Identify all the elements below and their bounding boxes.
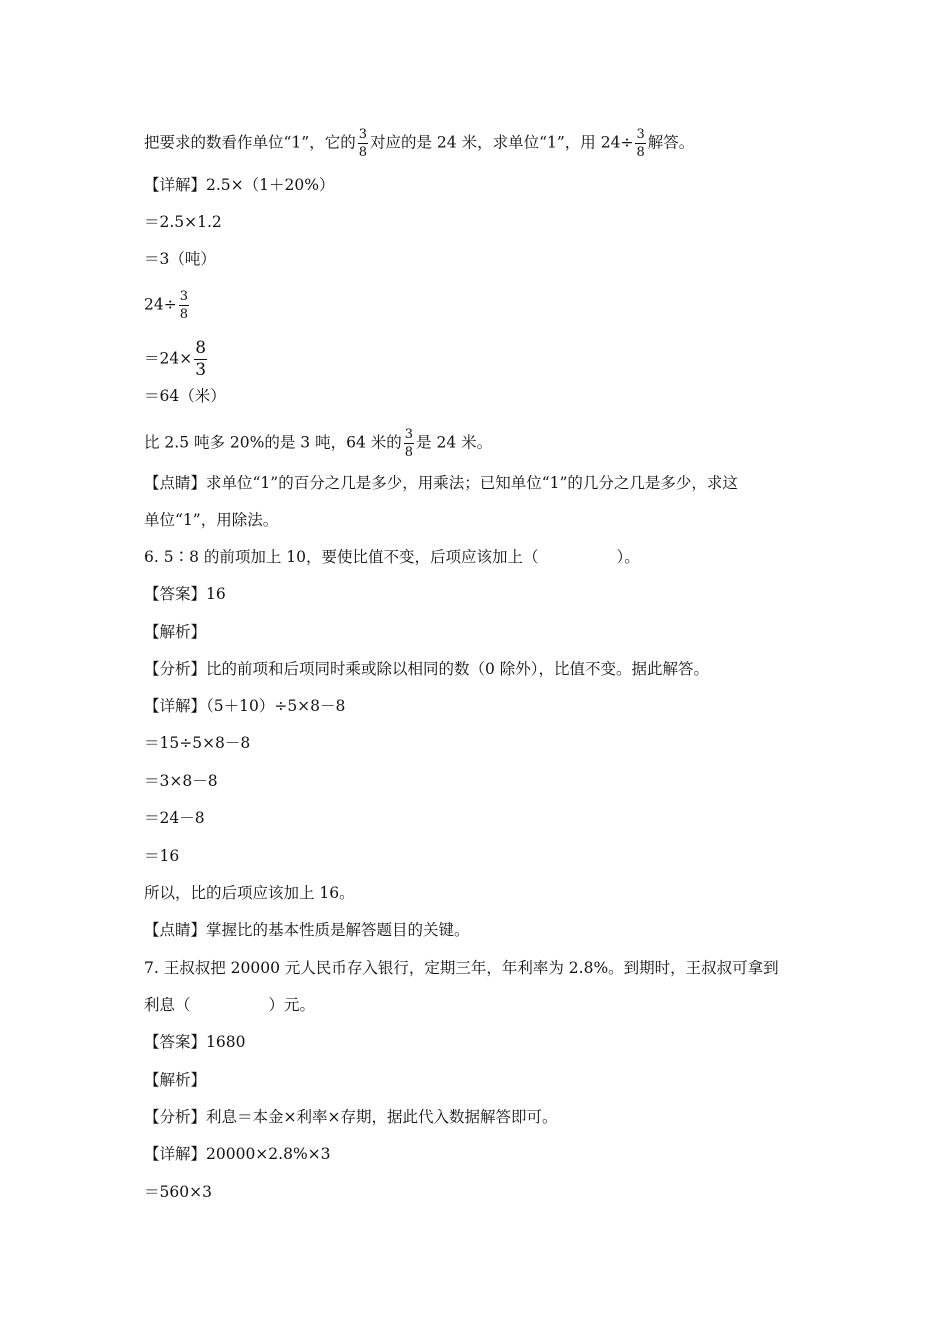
text: 对应的是 24 米，求单位“1”，用 24÷	[370, 133, 634, 152]
fraction	[194, 340, 207, 379]
text-line: ＝64（米）	[144, 387, 226, 405]
text-line: 【解析】	[144, 1071, 207, 1089]
fraction	[358, 128, 368, 159]
text: 把要求的数看作单位“1”，它的	[144, 133, 356, 152]
text-line: 【点睛】掌握比的基本性质是解答题目的关键。	[144, 921, 470, 939]
denominator: 3	[195, 360, 207, 380]
text: 比 2.5 吨多 20%的是 3 吨，64 米的	[144, 433, 402, 452]
question-text: 6. 5∶8 的前项加上 10，要使比值不变，后项应该加上（	[144, 548, 539, 566]
denominator: 8	[179, 307, 188, 322]
text-line: 【点睛】求单位“1”的百分之几是多少，用乘法；已知单位“1”的几分之几是多少，求这	[144, 474, 738, 492]
text: 是 24 米。	[416, 433, 493, 452]
numerator: 3	[358, 127, 367, 142]
denominator: 8	[404, 445, 414, 460]
text: 24÷	[144, 295, 177, 314]
text-line: ＝3（吨）	[144, 250, 216, 268]
fraction	[635, 128, 645, 159]
text-line: 【详解】（5＋10）÷5×8－8	[144, 697, 346, 715]
numerator: 3	[179, 289, 188, 304]
denominator: 8	[358, 145, 367, 160]
answer-line: 【答案】1680	[144, 1033, 246, 1051]
text-line: 单位“1”，用除法。	[144, 511, 279, 529]
text-line	[144, 290, 191, 321]
text-line: 【分析】利息＝本金×利率×存期，据此代入数据解答即可。	[144, 1108, 558, 1126]
text-line: ＝16	[144, 847, 180, 865]
question-text: 利息（	[144, 996, 191, 1014]
text-line: 所以，比的后项应该加上 16。	[144, 884, 355, 902]
text-line	[144, 428, 492, 459]
text-line: 【详解】2.5×（1＋20%）	[144, 176, 335, 194]
text-line: 【分析】比的前项和后项同时乘或除以相同的数（0 除外），比值不变。据此解答。	[144, 660, 710, 678]
denominator: 8	[636, 145, 645, 160]
text-line: 【解析】	[144, 623, 207, 641]
question-7-cont	[144, 994, 315, 1016]
text-line: ＝15÷5×8－8	[144, 734, 251, 752]
question-text: ）。	[616, 548, 640, 566]
text: 解答。	[647, 133, 695, 152]
answer-line: 【答案】16	[144, 585, 226, 603]
question-6	[144, 546, 640, 568]
text-line: ＝2.5×1.2	[144, 213, 222, 231]
fraction	[404, 428, 414, 459]
numerator: 3	[404, 427, 414, 442]
question-7: 7. 王叔叔把 20000 元人民币存入银行，定期三年，年利率为 2.8%。到期时，王叔叔可拿到	[144, 959, 779, 977]
text-line: ＝3×8－8	[144, 772, 218, 790]
question-text: ）元。	[268, 996, 316, 1014]
text-line: ＝24－8	[144, 809, 205, 827]
fraction	[179, 290, 189, 321]
text-line: 【详解】20000×2.8%×3	[144, 1145, 331, 1163]
text: ＝24×	[144, 349, 193, 368]
numerator: 8	[195, 338, 207, 358]
text-line	[144, 128, 694, 159]
text-line: ＝560×3	[144, 1183, 212, 1201]
numerator: 3	[636, 127, 645, 142]
text-line	[144, 340, 209, 379]
